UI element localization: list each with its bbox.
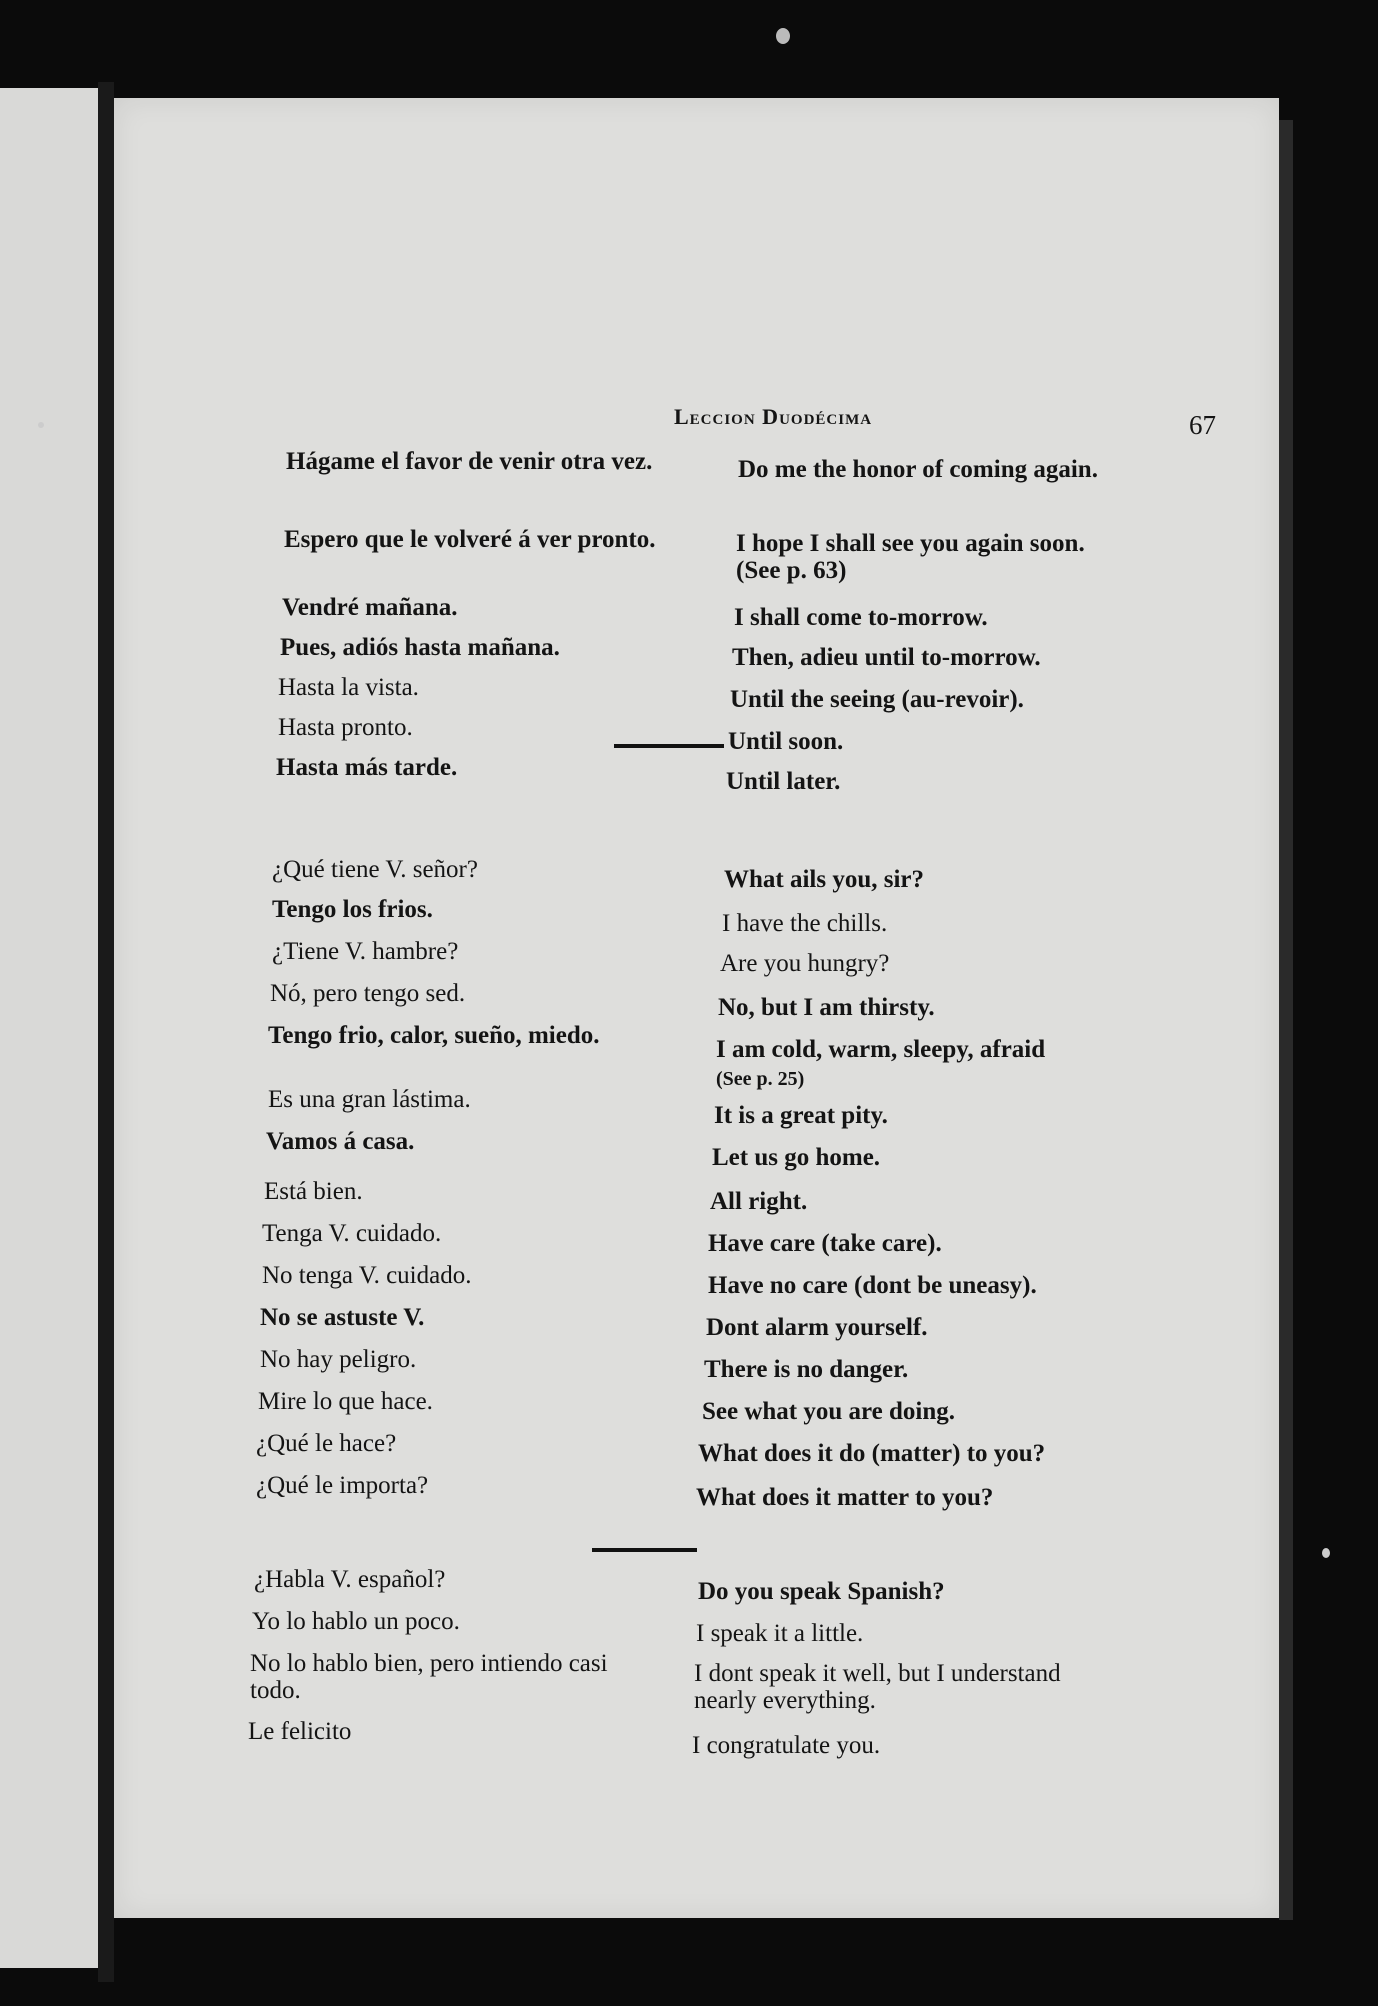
english-phrase: What does it matter to you? (696, 1484, 994, 1511)
english-phrase: What ails you, sir? (724, 866, 925, 893)
spanish-phrase: ¿Tiene V. hambre? (272, 938, 459, 965)
spanish-phrase: No se astuste V. (260, 1304, 425, 1331)
english-phrase: I am cold, warm, sleepy, afraid (716, 1036, 1046, 1063)
english-phrase: Until the seeing (au-revoir). (730, 686, 1024, 713)
scan-speck (1322, 1548, 1330, 1558)
english-phrase: Do you speak Spanish? (698, 1578, 945, 1605)
english-phrase: There is no danger. (704, 1356, 909, 1383)
spanish-phrase: Está bien. (264, 1178, 363, 1205)
english-phrase: All right. (710, 1188, 808, 1215)
spanish-phrase: Nó, pero tengo sed. (270, 980, 466, 1007)
spanish-phrase: Hasta pronto. (278, 714, 413, 741)
spanish-phrase: Tengo frio, calor, sueño, miedo. (268, 1022, 600, 1049)
spanish-phrase: ¿Qué le hace? (256, 1430, 397, 1457)
english-phrase: Let us go home. (712, 1144, 881, 1171)
page-edge-shadow (1279, 120, 1293, 1920)
spanish-phrase: Hágame el favor de venir otra vez. (286, 448, 653, 475)
english-phrase: Until soon. (728, 728, 844, 755)
english-phrase: No, but I am thirsty. (718, 994, 935, 1021)
spanish-phrase: ¿Qué le importa? (256, 1472, 429, 1499)
spanish-phrase: No lo hablo bien, pero intiendo casi todo. (250, 1650, 608, 1704)
english-phrase: Do me the honor of coming again. (738, 456, 1098, 483)
english-phrase: I have the chills. (722, 910, 888, 937)
spanish-phrase: No tenga V. cuidado. (262, 1262, 472, 1289)
english-phrase: Then, adieu until to-morrow. (732, 644, 1041, 671)
spanish-phrase: Es una gran lástima. (268, 1086, 471, 1113)
spanish-phrase: Tengo los frios. (272, 896, 433, 923)
english-phrase: I speak it a little. (696, 1620, 864, 1647)
spanish-phrase: No hay peligro. (260, 1346, 417, 1373)
english-phrase: See what you are doing. (702, 1398, 956, 1425)
page-gutter (98, 82, 114, 1982)
english-phrase: Have care (take care). (708, 1230, 942, 1257)
english-phrase: I hope I shall see you again soon. (See p. 63) (736, 530, 1085, 584)
spanish-phrase: Vendré mañana. (282, 594, 458, 621)
adjacent-page-edge (0, 88, 100, 1968)
spanish-phrase: ¿Qué tiene V. señor? (272, 856, 478, 883)
spanish-phrase: Yo lo hablo un poco. (252, 1608, 460, 1635)
english-phrase: Are you hungry? (720, 950, 890, 977)
spanish-phrase: Vamos á casa. (266, 1128, 415, 1155)
section-divider (614, 744, 724, 748)
spanish-phrase: Hasta la vista. (278, 674, 419, 701)
spanish-phrase: Tenga V. cuidado. (262, 1220, 442, 1247)
english-phrase: I dont speak it well, but I understand nearly everything. (694, 1660, 1061, 1714)
english-phrase: (See p. 25) (716, 1068, 805, 1090)
spanish-phrase: Espero que le volveré á ver pronto. (284, 526, 656, 553)
page-number: 67 (1189, 410, 1216, 440)
spanish-phrase: Pues, adiós hasta mañana. (280, 634, 560, 661)
spanish-phrase: Mire lo que hace. (258, 1388, 433, 1415)
spanish-phrase: Hasta más tarde. (276, 754, 458, 781)
english-phrase: Have no care (dont be uneasy). (708, 1272, 1037, 1299)
spanish-phrase: ¿Habla V. español? (254, 1566, 446, 1593)
scan-speck (38, 422, 44, 428)
english-phrase: I congratulate you. (692, 1732, 881, 1759)
english-phrase: Dont alarm yourself. (706, 1314, 928, 1341)
english-phrase: I shall come to-morrow. (734, 604, 988, 631)
scan-speck (776, 28, 790, 44)
spanish-phrase: Le felicito (248, 1718, 352, 1745)
english-phrase: Until later. (726, 768, 841, 795)
section-divider (592, 1548, 697, 1552)
book-page (114, 98, 1279, 1918)
english-phrase: It is a great pity. (714, 1102, 888, 1129)
running-title: Leccion Duodécima (674, 404, 873, 429)
english-phrase: What does it do (matter) to you? (698, 1440, 1046, 1467)
